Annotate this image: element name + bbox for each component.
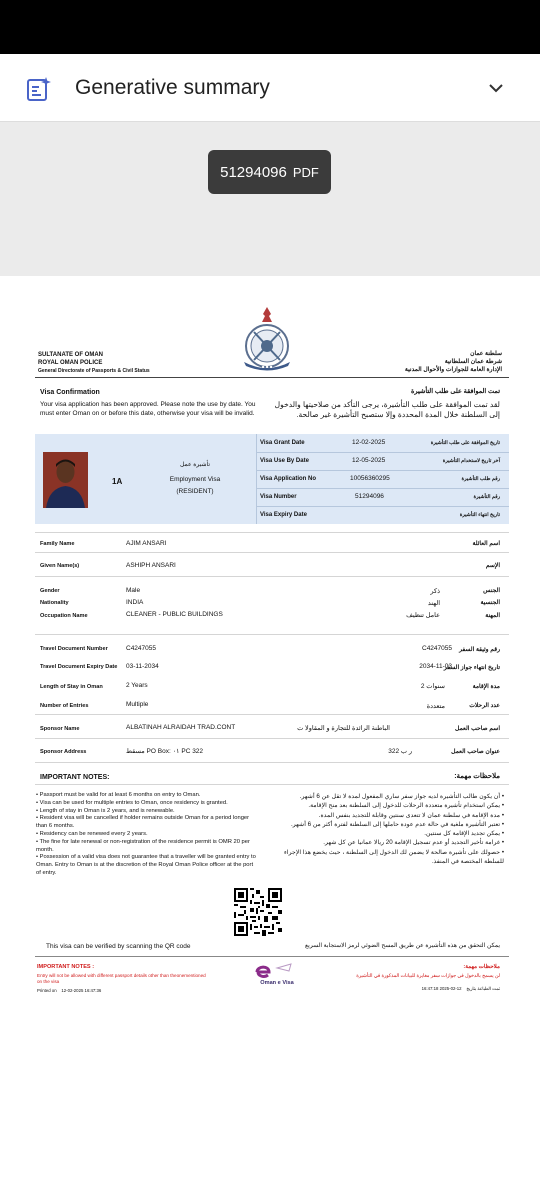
printed-on-value: 12-02-2025 16:47:36	[61, 988, 102, 993]
entries-label: Number of Entries	[40, 703, 89, 709]
entries-value: Multiple	[126, 701, 149, 708]
sponsor-address-value: مسقط PO Box: ۰۱ PC 322	[126, 748, 204, 755]
stay-length-label-ar: مدة الإقامة	[472, 684, 500, 690]
nationality-value: INDIA	[126, 599, 144, 606]
letterhead-divider	[35, 377, 509, 378]
section-divider	[35, 714, 509, 715]
nationality-label-ar: الجنسية	[480, 600, 500, 606]
expiry-date-label-ar: تاريخ انتهاء التأشيرة	[459, 512, 500, 518]
sponsor-name-label: Sponsor Name	[40, 726, 80, 732]
family-name-label-ar: اسم العائلة	[472, 541, 500, 547]
travel-doc-number-value: C4247055	[126, 645, 156, 652]
travel-doc-expiry-label: Travel Document Expiry Date	[40, 664, 118, 670]
svg-text:▪ ▪ ▪: ▪ ▪ ▪	[261, 364, 273, 369]
note-item: • The fine for late renewal or non-registration of the residence permit is OMR 20 per month.	[36, 838, 250, 853]
sponsor-address-label-ar: عنوان صاحب العمل	[451, 749, 500, 755]
visa-number-label: Visa Number	[260, 494, 297, 500]
entries-value-ar: متعددة	[426, 703, 445, 710]
printed-on-label: Printed on	[37, 988, 57, 993]
given-names-label: Given Name(s)	[40, 563, 80, 569]
family-name-value: AJIM ANSARI	[126, 540, 167, 547]
nationality-value-ar: الهند	[427, 600, 440, 607]
grant-date-value: 12-02-2025	[352, 439, 386, 446]
verify-text-ar: يمكن التحقق من هذه التأشيرة عن طريق المسح الضوئي لرمز الاستجابة السريع	[304, 943, 500, 949]
travel-doc-number-value-ar: C4247055	[422, 645, 452, 652]
application-no-label-ar: رقم طلب التأشيرة	[461, 476, 500, 482]
generative-summary-icon	[26, 76, 52, 102]
confirmation-title-ar: تمت الموافقة على طلب التأشيرة	[410, 388, 500, 395]
note-item-ar: • يمكن تجديد الإقامة كل سنتين.	[424, 830, 504, 838]
use-by-value: 12-05-2025	[352, 457, 386, 464]
footer-notes-body: Entry will not be allowed with different passport details other than theonementioned on the visa	[37, 973, 206, 984]
visa-document	[0, 276, 540, 1196]
given-names-value: ASHIPH ANSARI	[126, 562, 176, 569]
application-no-label: Visa Application No	[260, 476, 317, 482]
panel-row-divider	[256, 506, 509, 507]
note-item: • Resident visa will be cancelled if holder remains outside Oman for a period longer than 6 months.	[36, 815, 250, 830]
panel-row-divider	[256, 488, 509, 489]
page-title: Generative summary	[75, 76, 270, 99]
file-name-chip[interactable]	[208, 150, 331, 194]
notes-list	[36, 792, 258, 878]
sponsor-address-label: Sponsor Address	[40, 749, 87, 755]
sponsor-name-value: ALBATINAH ALRAIDAH TRAD.CONT	[126, 724, 236, 731]
visa-type-ar: تأشيرة عمل	[179, 462, 211, 468]
use-by-label: Visa Use By Date	[260, 458, 309, 464]
gender-label: Gender	[40, 588, 60, 594]
printed-on-label-ar: تمت الطباعة بتاريخ	[466, 986, 500, 991]
sponsor-address-value-ar: ر ب 322	[388, 748, 412, 755]
given-names-label-ar: الإسم	[485, 563, 500, 569]
printed-on-ar	[422, 986, 500, 992]
chevron-down-icon[interactable]	[487, 79, 505, 97]
notes-divider	[35, 784, 509, 785]
note-item: • Possession of a valid visa does not guarantee that a traveller will be granted entry to Oman. Entry to Oman is at the discretion of the Royal Oman Police officer at the port of entry.	[36, 854, 256, 876]
note-item-ar: • أن يكون طالب التأشيرة لديه جواز سفر ساري المفعول لمدة لا تقل عن 6 أشهر.	[299, 793, 504, 800]
footer-divider	[35, 956, 509, 957]
oman-evisa-logo	[251, 962, 297, 988]
sponsor-name-value-ar: الباطنة الرائدة للتجارة و المقاولا ت	[297, 725, 390, 732]
travel-doc-number-label-ar: رقم وثيقة السفر	[459, 647, 500, 653]
royal-oman-police-emblem	[236, 304, 298, 372]
note-item: • Length of stay in Oman is 2 years, and is renewable.	[36, 807, 175, 814]
app-header	[0, 54, 540, 122]
gender-label-ar: الجنس	[483, 588, 500, 594]
confirmation-title: Visa Confirmation	[40, 389, 100, 396]
status-bar	[0, 0, 540, 54]
row-divider	[35, 738, 509, 739]
travel-doc-expiry-value-ar: 2034-11-03	[419, 663, 452, 670]
letterhead-line-2: ROYAL OMAN POLICE	[38, 360, 103, 366]
grant-date-label-ar: تاريخ الموافقة على طلب التأشيرة	[430, 440, 500, 446]
note-item-ar: • تعتبر التأشيرة ملغية في حالة عدم عودة حاملها إلى السلطنة لفترة أكثر من 6 أشهر.	[291, 820, 504, 828]
expiry-date-label: Visa Expiry Date	[260, 512, 307, 518]
printed-on-value-ar: 12-02-2025 16:47:18	[421, 986, 462, 991]
footer-notes-title-ar: ملاحظات مهمة:	[463, 964, 500, 970]
letterhead-line-1: SULTANATE OF OMAN	[38, 352, 103, 358]
letterhead-ar-line-3: الإدارة العامة للجوازات والأحوال المدنية	[404, 367, 502, 373]
travel-doc-expiry-value: 03-11-2034	[126, 663, 159, 670]
letterhead-ar-line-2: شرطة عمان السلطانية	[444, 359, 502, 365]
panel-divider	[256, 434, 257, 524]
note-item-ar: • يمكن استخدام تأشيرة متعددة الرحلات للدخول إلى السلطنة بعد منح الإقامة.	[308, 802, 504, 810]
section-divider	[35, 762, 509, 763]
confirmation-body: Your visa application has been approved. Please note the use by date. You must enter Oman on or before this date, otherwise your visa will be invalid.	[40, 401, 256, 417]
visa-number-label-ar: رقم التأشيرة	[473, 494, 500, 500]
family-name-label: Family Name	[40, 541, 75, 547]
travel-doc-number-label: Travel Document Number	[40, 646, 108, 652]
gender-value-ar: ذكر	[430, 588, 440, 595]
verify-text: This visa can be verified by scanning the QR code	[46, 943, 191, 950]
note-item-ar: • غرامة تأخير التجديد أو عدم تسجيل الإقامة 20 ريالا عمانيا عن كل شهر.	[323, 839, 504, 847]
note-item: • Residency can be renewed every 2 years.	[36, 830, 148, 837]
stay-length-value-ar: سنوات 2	[420, 683, 445, 690]
travel-doc-expiry-label-ar: تاريخ انتهاء جواز السفر	[443, 665, 500, 671]
file-name: 51294096	[220, 163, 287, 181]
footer-notes-title: IMPORTANT NOTES :	[37, 964, 95, 970]
section-divider	[35, 532, 509, 533]
qr-code	[234, 888, 282, 936]
stay-length-label: Length of Stay in Oman	[40, 684, 103, 690]
stay-length-value: 2 Years	[126, 682, 148, 689]
row-divider	[35, 576, 509, 577]
note-item: • Visa can be used for multiple entries to Oman, once residency is granted.	[36, 799, 228, 806]
file-extension: PDF	[292, 164, 319, 180]
visa-type-sub: (RESIDENT)	[176, 488, 214, 495]
application-no-value: 10056360295	[350, 475, 390, 482]
note-item: • Passport must be valid for at least 6 months on entry to Oman.	[36, 792, 201, 798]
sponsor-name-label-ar: اسم صاحب العمل	[455, 726, 500, 732]
occupation-value-ar: عامل تنظيف	[406, 612, 440, 619]
entries-label-ar: عدد الرحلات	[469, 703, 500, 709]
occupation-label: Occupation Name	[40, 613, 88, 619]
use-by-label-ar: آخر تاريخ لاستخدام التأشيرة	[442, 458, 500, 464]
notes-list-ar	[274, 792, 504, 866]
nationality-label: Nationality	[40, 600, 69, 606]
grant-date-label: Visa Grant Date	[260, 440, 305, 446]
applicant-photo	[43, 452, 88, 508]
logo-text: Oman e Visa	[260, 980, 294, 986]
confirmation-body-ar: لقد تمت الموافقة على طلب التأشيرة، يرجى التأكد من صلاحيتها والدخول إلى السلطنة خلال المدة المحددة وإلا ستصبح التأشيرة غير صالحة.	[274, 400, 500, 419]
panel-row-divider	[256, 452, 509, 453]
footer-notes-body-ar: لن يسمح بالدخول في جوازات سفر مغايرة للبيانات المذكورة في التأشيرة	[356, 974, 500, 979]
note-item-ar: • مدة الإقامة في سلطنة عمان لا تتعدى سنتين وقابلة للتجديد بنفس المدة.	[318, 811, 504, 819]
letterhead-ar-line-1: سلطنة عمان	[470, 351, 502, 357]
section-divider	[35, 634, 509, 635]
visa-number-value: 51294096	[355, 493, 384, 500]
visa-category: 1A	[112, 477, 123, 486]
gender-value: Male	[126, 587, 141, 594]
panel-row-divider	[256, 470, 509, 471]
notes-title: IMPORTANT NOTES:	[40, 774, 110, 781]
printed-on	[37, 988, 101, 993]
occupation-label-ar: المهنة	[485, 613, 500, 619]
row-divider	[35, 552, 509, 553]
note-item-ar: • حصولك على تأشيرة صالحة لا يضمن لك الدخول إلى السلطنة ، حيث يخضع هذا الإجراء للسلطة المختصة في المنفذ.	[283, 848, 504, 866]
visa-type: Employment Visa	[169, 476, 221, 483]
notes-title-ar: ملاحظات مهمة:	[454, 773, 500, 780]
occupation-value: CLEANER - PUBLIC BUILDINGS	[126, 611, 223, 618]
letterhead-line-3: General Directorate of Passports & Civil Status	[38, 368, 150, 374]
